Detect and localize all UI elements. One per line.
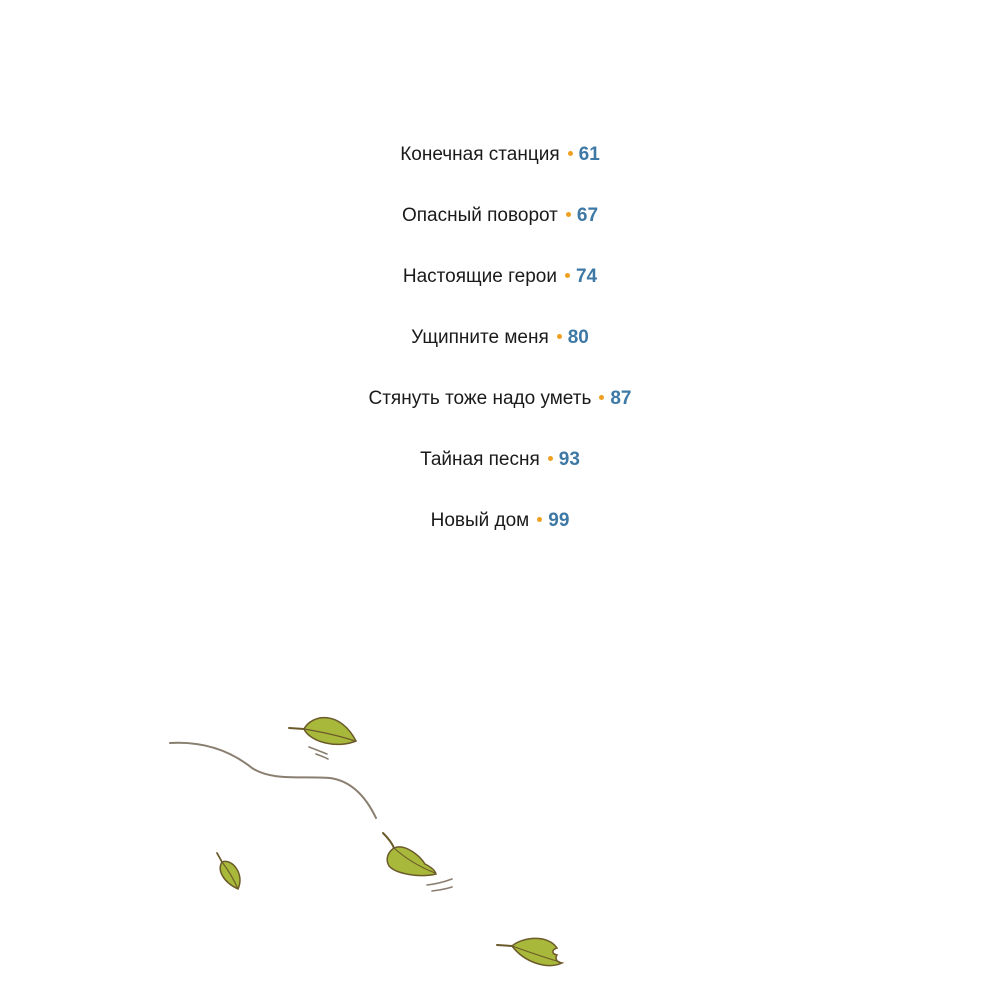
leaf-icon <box>497 938 562 965</box>
separator-dot-icon <box>599 395 604 400</box>
wind-stroke-icon <box>427 879 452 885</box>
toc-entry-title: Тайная песня <box>420 449 540 470</box>
leaf-icon <box>383 833 436 876</box>
toc-entry[interactable] <box>0 503 1000 564</box>
toc-entry[interactable] <box>0 320 1000 381</box>
toc-entry-title: Стянуть тоже надо уметь <box>368 388 592 409</box>
toc-entry-page-number: 74 <box>575 266 598 287</box>
separator-dot-icon <box>557 334 562 339</box>
separator-dot-icon <box>568 151 573 156</box>
toc-entry-page-number: 99 <box>548 510 570 531</box>
wind-line-icon <box>170 743 376 818</box>
wind-stroke-icon <box>432 887 452 891</box>
toc-entry[interactable] <box>0 381 1000 442</box>
toc-entry-title: Настоящие герои <box>402 266 557 287</box>
separator-dot-icon <box>566 212 571 217</box>
toc-entry[interactable] <box>0 442 1000 503</box>
toc-entry[interactable] <box>0 137 1000 198</box>
wind-stroke-icon <box>316 754 328 759</box>
toc-entry-title: Новый дом <box>430 510 530 531</box>
toc-entry-page-number: 87 <box>610 388 632 409</box>
toc-entry-title: Ущипните меня <box>411 327 549 348</box>
leaf-icon <box>289 718 356 745</box>
table-of-contents <box>0 137 1000 564</box>
toc-entry-page-number: 67 <box>576 205 599 226</box>
toc-entry[interactable] <box>0 198 1000 259</box>
separator-dot-icon <box>537 517 542 522</box>
toc-entry[interactable] <box>0 259 1000 320</box>
toc-entry-page-number: 93 <box>558 449 580 470</box>
separator-dot-icon <box>548 456 553 461</box>
toc-entry-page-number: 61 <box>578 144 600 165</box>
separator-dot-icon <box>565 273 570 278</box>
toc-entry-page-number: 80 <box>567 327 589 348</box>
toc-entry-title: Опасный поворот <box>401 205 558 226</box>
wind-stroke-icon <box>309 747 327 754</box>
leaf-icon <box>217 853 240 889</box>
toc-entry-title: Конечная станция <box>400 144 560 165</box>
